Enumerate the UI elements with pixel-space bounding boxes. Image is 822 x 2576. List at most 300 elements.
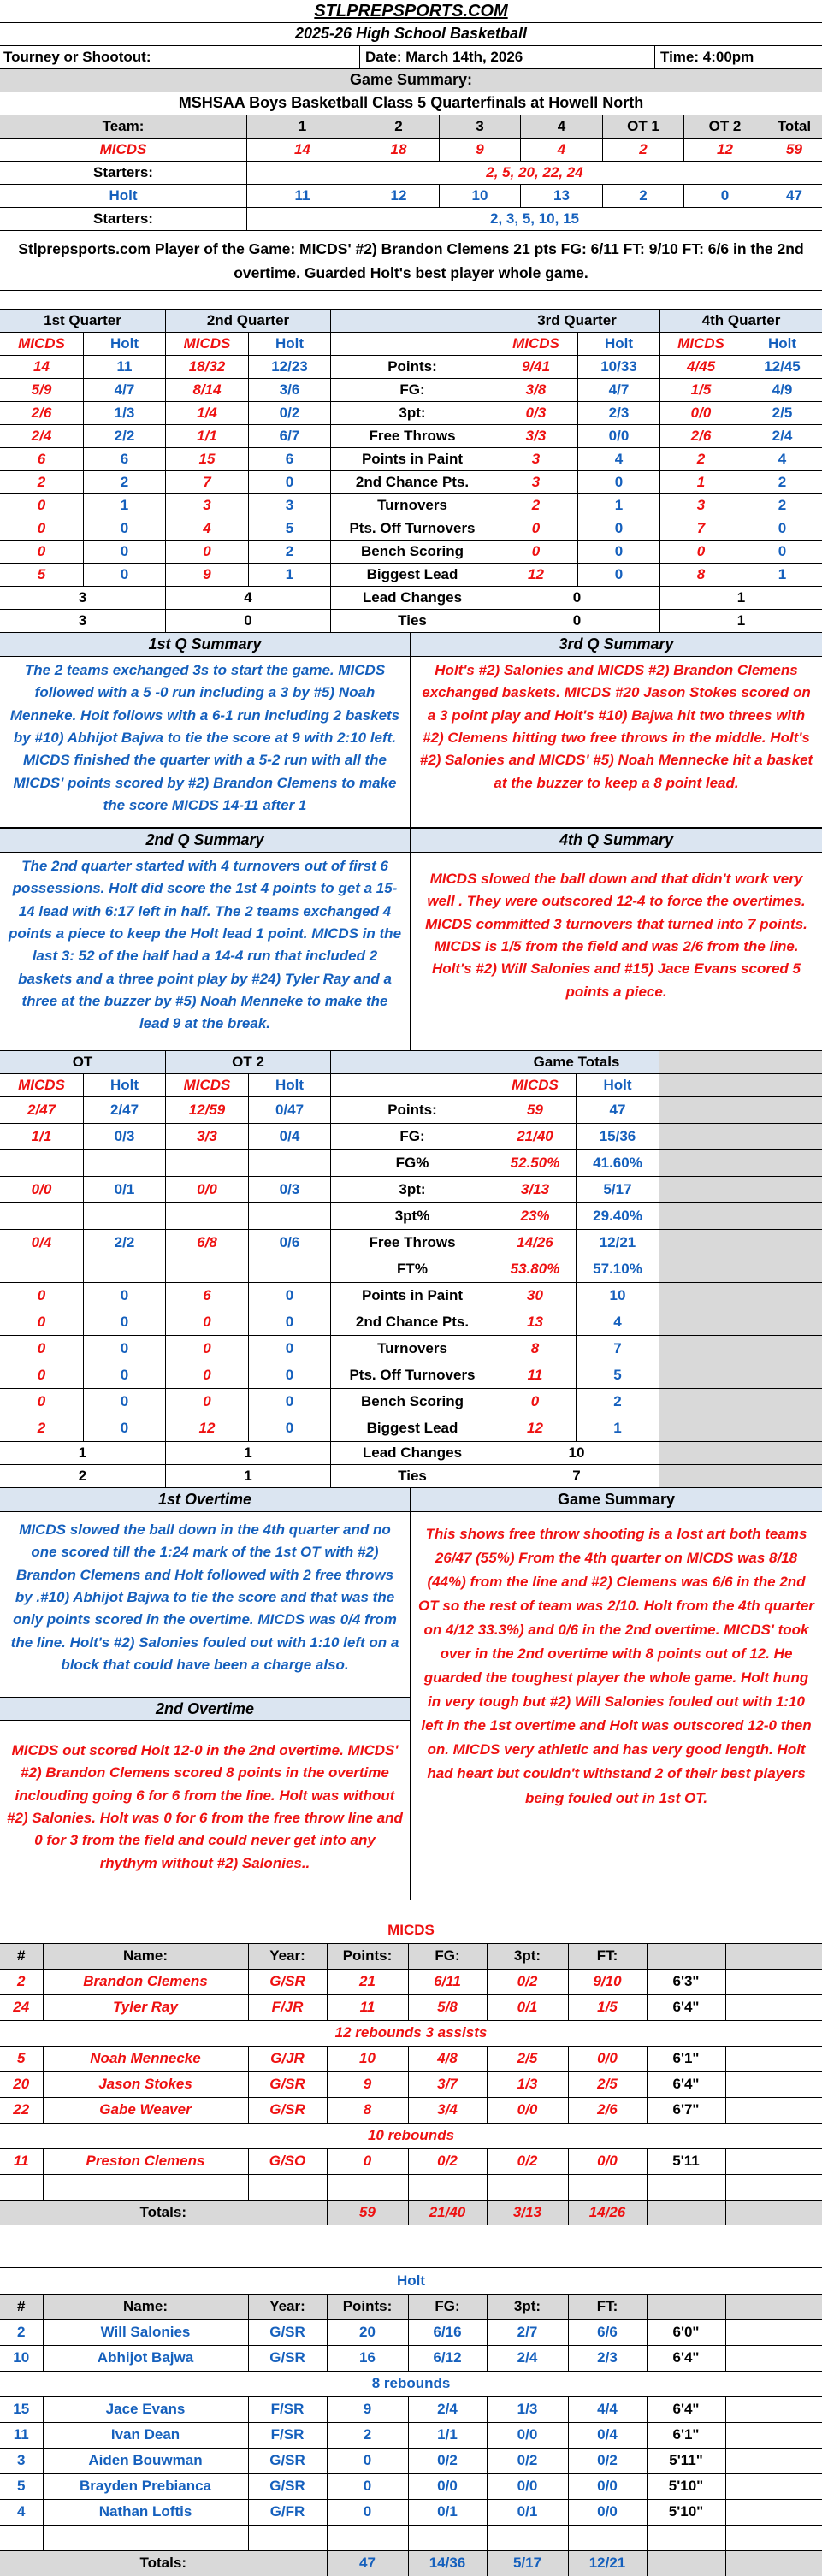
- stat-value: 0/3: [248, 1177, 330, 1202]
- total-value: 1: [576, 1415, 659, 1441]
- spacer: [0, 1900, 822, 1917]
- tourney-label: Tourney or Shootout:: [3, 48, 151, 65]
- stat-label: Points in Paint: [330, 448, 494, 470]
- stat-label: Ties: [330, 610, 494, 632]
- team-header: Holt: [577, 333, 659, 355]
- ot1-ties: 2: [78, 1467, 87, 1484]
- totals-label: Totals:: [0, 2200, 327, 2225]
- table-row: [0, 564, 822, 587]
- player-cell: G/SR: [248, 2473, 327, 2499]
- player-cell: 0: [327, 2473, 408, 2499]
- holt-score-cell: 10: [439, 185, 520, 207]
- column-header: 3pt:: [487, 2294, 568, 2319]
- table-row: [0, 1203, 822, 1230]
- team-header: Holt: [83, 1074, 165, 1096]
- total-ties: 7: [494, 1465, 659, 1487]
- blank-cell: [487, 2174, 568, 2200]
- stat-value: 1/1: [165, 425, 248, 447]
- stat-value: [165, 1150, 248, 1176]
- overtime-stats-table: [0, 1051, 822, 1488]
- info-row: [0, 46, 822, 69]
- player-cell: 5: [0, 2473, 43, 2499]
- q1-header: 1st Quarter: [44, 311, 121, 328]
- player-row: [0, 2396, 822, 2422]
- table-row: [0, 541, 822, 564]
- player-cell: Brandon Clemens: [43, 1969, 248, 1994]
- stat-value: 0: [83, 541, 165, 563]
- stat-value: 3: [659, 494, 742, 517]
- column-header: Points:: [327, 2294, 408, 2319]
- stat-value: 9/41: [494, 356, 577, 378]
- spacer-cell: [659, 1051, 822, 1073]
- player-row: [0, 2499, 822, 2525]
- stat-value: 0: [165, 1309, 248, 1335]
- stat-value: 8/14: [165, 379, 248, 401]
- stat-value: 4: [742, 448, 822, 470]
- totals-header: Game Totals: [494, 1051, 659, 1073]
- stat-value: 0: [165, 1389, 248, 1415]
- blank-cell: [327, 2525, 408, 2550]
- player-cell: 0/2: [487, 1969, 568, 1994]
- player-cell: G/SR: [248, 1969, 327, 1994]
- micds-score-cell: 4: [520, 139, 602, 161]
- player-cell: Tyler Ray: [43, 1994, 248, 2020]
- stat-label: Free Throws: [330, 425, 494, 447]
- stat-value: 2/47: [83, 1097, 165, 1123]
- player-row: [0, 1994, 822, 2020]
- stat-value: 6/8: [165, 1230, 248, 1256]
- player-cell: G/SR: [248, 2345, 327, 2371]
- player-cell: 11: [0, 2148, 43, 2174]
- q3-summary: [411, 633, 822, 828]
- team-header: Holt: [576, 1074, 659, 1096]
- holt_box-team-title: Holt: [397, 2272, 426, 2289]
- table-row: [0, 402, 822, 425]
- stat-value: 0: [494, 517, 577, 540]
- stat-value: 2/5: [742, 402, 822, 424]
- stat-label: Pts. Off Turnovers: [330, 1362, 494, 1388]
- player-cell: 0/0: [487, 2097, 568, 2123]
- spacer-cell: [659, 1283, 822, 1309]
- player-cell: 2: [327, 2422, 408, 2448]
- stat-value: 0/47: [248, 1097, 330, 1123]
- team-header: MICDS: [494, 1074, 576, 1096]
- player-cell: 0/4: [568, 2422, 647, 2448]
- stat-value: 2: [659, 448, 742, 470]
- table-row: [0, 587, 822, 610]
- spacer-cell: [330, 333, 494, 355]
- stat-value: 5: [37, 565, 46, 582]
- stat-label: Bench Scoring: [330, 541, 494, 563]
- ot-summaries-left: [0, 1488, 411, 1900]
- column-header: #: [0, 1943, 43, 1969]
- blank-cell: [725, 1969, 822, 1994]
- player-cell: 4/8: [408, 2046, 487, 2071]
- stat-value: 3/3: [494, 425, 577, 447]
- team-header: MICDS: [18, 334, 65, 352]
- ot2-lead_changes: 1: [165, 1442, 330, 1464]
- player-cell: 15: [0, 2396, 43, 2422]
- player-cell: 0/1: [487, 1994, 568, 2020]
- player-cell: 1/5: [568, 1994, 647, 2020]
- stat-value: 0/2: [248, 402, 330, 424]
- ot1-lead_changes: 1: [78, 1444, 87, 1461]
- stat-value: 0: [248, 1283, 330, 1309]
- stat-label: FG:: [330, 379, 494, 401]
- stat-value: 0: [37, 519, 46, 536]
- stat-label: Lead Changes: [330, 1442, 494, 1464]
- player-cell: 3/7: [408, 2071, 487, 2097]
- stat-value: 4/45: [659, 356, 742, 378]
- note-row: 12 rebounds 3 assists: [0, 2020, 822, 2046]
- stat-value: 3/3: [165, 1124, 248, 1149]
- column-header: FG:: [408, 1943, 487, 1969]
- q2-summary-text: The 2nd quarter started with 4 turnovers out of first 6 possessions. Holt did score the 1st 4 points to get a 15-14 lead with 6:17 left in half. The 2 teams exchanged 4 points a piece to keep the Holt lead 1 point. MICDS in the last 3: 52 of the half had a 14-4 run that included 2 baskets and a three point play by #24) Tyler Ray and a three at the buzzer by #5) Noah Menneke to make the lead 9 at the break.: [8, 858, 402, 1032]
- table-row: [0, 379, 822, 402]
- stat-label: Turnovers: [330, 1336, 494, 1362]
- holt-starters: 2, 3, 5, 10, 15: [246, 208, 822, 230]
- stat-value: 3/6: [248, 379, 330, 401]
- stat-value: 0: [83, 1389, 165, 1415]
- q1-summary: [0, 633, 411, 828]
- game-summary-header: [0, 69, 822, 92]
- spacer-cell: [659, 1097, 822, 1123]
- player-row: [0, 2097, 822, 2123]
- player-cell: Nathan Loftis: [43, 2499, 248, 2525]
- spacer-cell: [659, 1177, 822, 1202]
- stat-value: 0: [37, 1366, 46, 1383]
- micds-score-cell: 12: [683, 139, 766, 161]
- total-cell: 59: [327, 2200, 408, 2225]
- stat-value: 0: [577, 517, 659, 540]
- q4-header: 4th Quarter: [659, 310, 822, 332]
- table-row: [0, 448, 822, 471]
- game-name-row: [0, 92, 822, 115]
- stat-value: 0: [37, 542, 46, 559]
- totals-label: Totals:: [0, 2550, 327, 2576]
- stat-value: 4: [165, 517, 248, 540]
- stat-label: 3pt:: [330, 402, 494, 424]
- player-cell: 6'4": [647, 2345, 725, 2371]
- stat-value: 11: [83, 356, 165, 378]
- stat-label: FG%: [330, 1150, 494, 1176]
- column-header: 3pt:: [487, 1943, 568, 1969]
- team-header: MICDS: [165, 1074, 248, 1096]
- player-cell: Jason Stokes: [43, 2071, 248, 2097]
- total-value: 41.60%: [576, 1150, 659, 1176]
- q4-ties: 1: [659, 610, 822, 632]
- stat-label: Pts. Off Turnovers: [330, 517, 494, 540]
- player-cell: 6'7": [647, 2097, 725, 2123]
- stat-value: 4/9: [742, 379, 822, 401]
- stat-value: 0: [83, 1309, 165, 1335]
- table-row: [0, 1150, 822, 1177]
- player-cell: 0/0: [568, 2473, 647, 2499]
- stat-value: 0: [37, 1313, 46, 1330]
- spacer-cell: [659, 1203, 822, 1229]
- holt-score-cell: 0: [683, 185, 766, 207]
- team-header: MICDS: [659, 333, 742, 355]
- q2-ties: 0: [165, 610, 330, 632]
- stat-value: 0: [248, 1415, 330, 1441]
- stat-value: [248, 1203, 330, 1229]
- spacer-cell: [659, 1442, 822, 1464]
- column-header: Name:: [43, 2294, 248, 2319]
- player-cell: F/SR: [248, 2422, 327, 2448]
- player-cell: Brayden Prebianca: [43, 2473, 248, 2499]
- column-header: Name:: [43, 1943, 248, 1969]
- player-row: [0, 2046, 822, 2071]
- quarter-summaries-bottom: [0, 829, 822, 1051]
- player-row: [0, 1969, 822, 1994]
- player-row: [0, 2148, 822, 2174]
- blank-cell: [0, 2174, 43, 2200]
- player-cell: 1/3: [487, 2071, 568, 2097]
- column-header: FT:: [568, 2294, 647, 2319]
- player-cell: 0: [327, 2499, 408, 2525]
- blank-cell: [725, 2345, 822, 2371]
- header-cell: 1: [246, 115, 358, 138]
- total-value: 10: [576, 1283, 659, 1309]
- player-cell: G/JR: [248, 2046, 327, 2071]
- header-cell: 2: [358, 115, 439, 138]
- stat-value: [248, 1150, 330, 1176]
- stat-value: 6: [248, 448, 330, 470]
- micds-score-cell: 14: [246, 139, 358, 161]
- stat-value: 4: [577, 448, 659, 470]
- stat-value: 0: [83, 517, 165, 540]
- stat-value: 7: [165, 471, 248, 493]
- player-cell: 0/1: [487, 2499, 568, 2525]
- blank-cell: [725, 2071, 822, 2097]
- player-cell: 9: [327, 2396, 408, 2422]
- player-cell: 6'4": [647, 1994, 725, 2020]
- player-cell: 22: [0, 2097, 43, 2123]
- stat-value: 1: [577, 494, 659, 517]
- column-header: [647, 2294, 725, 2319]
- player-cell: 5'11: [647, 2148, 725, 2174]
- holt-box-score: [0, 2268, 822, 2576]
- player-row: [0, 2422, 822, 2448]
- stat-value: 2/4: [31, 427, 52, 444]
- micds-score-cell: MICDS: [99, 140, 147, 157]
- ot1-summary-text: MICDS slowed the ball down in the 4th quarter and no one scored till the 1:24 mark of the 1st OT with #2) Brandon Clemens and Holt followed with 2 free throws by .#10) Abhijot Bajwa to tie the score and that was the only points scored in the overtime. MICDS was 0/4 from the line. Holt's #2) Salonies fouled out with 1:10 left on a block that could have been a charge also.: [10, 1521, 399, 1674]
- blank-cell: [725, 2174, 822, 2200]
- final-summary-text: This shows free throw shooting is a lost art both teams 26/47 (55%) From the 4th quarter on MICDS was 8/18 (44%) from the line and #2) Clemens was 6/6 in the 2nd OT so the rest of team was 2/10. Holt from the 4th quarter on 4/12 33.3%) and 0/6 in the 2nd overtime. MICDS' took over in the 2nd overtime with 8 points out of 12. He guarded the toughest player the whole game. Holt hung in very tough but #2) Will Salonies fouled out with 1:10 left in the 1st overtime and Holt was outscored 12-0 then on. MICDS very athletic and has very good length. Holt had heart but couldn't withstand 2 of their best players being fouled out in 1st OT.: [418, 1526, 814, 1806]
- player-cell: Aiden Bouwman: [43, 2448, 248, 2473]
- table-row: [0, 1362, 822, 1389]
- spacer: [0, 2225, 822, 2268]
- table-row: [0, 1074, 822, 1097]
- ot2-summary-text: MICDS out scored Holt 12-0 in the 2nd overtime. MICDS' #2) Brandon Clemens scored 8 points in the overtime inclouding going 6 for 6 from the line. Holt was without #2) Salonies. Holt was 0 for 6 from the free throw line and 0 for 3 from the field and could never get into any rhythym without #2) Salonies..: [7, 1742, 403, 1871]
- player-row: [0, 2071, 822, 2097]
- blank-cell: [487, 2525, 568, 2550]
- stat-value: 2/4: [742, 425, 822, 447]
- stat-label: Lead Changes: [330, 587, 494, 609]
- spacer-cell: [659, 1230, 822, 1256]
- holt-score-cell: 11: [246, 185, 358, 207]
- micds-score-cell: 59: [766, 139, 822, 161]
- player-cell: 0: [327, 2148, 408, 2174]
- table-row: [0, 1283, 822, 1309]
- stat-value: 0: [577, 564, 659, 586]
- stat-value: 6/7: [248, 425, 330, 447]
- q2-lead_changes: 4: [165, 587, 330, 609]
- q4-summary: [411, 829, 822, 1050]
- micds_box-team-title: MICDS: [387, 1921, 435, 1938]
- total-value: 12/21: [576, 1230, 659, 1256]
- player-row: [0, 2473, 822, 2499]
- spacer-cell: [659, 1389, 822, 1415]
- q2-header: 2nd Quarter: [165, 310, 330, 332]
- stat-value: 0/1: [83, 1177, 165, 1202]
- stat-label: FG:: [330, 1124, 494, 1149]
- player-cell: 3: [0, 2448, 43, 2473]
- player-cell: 2: [0, 1969, 43, 1994]
- table-row: [0, 333, 822, 356]
- note-row: 10 rebounds: [0, 2123, 822, 2148]
- total-cell: 3/13: [487, 2200, 568, 2225]
- final-game-summary: [411, 1488, 822, 1900]
- q2-summary-title: 2nd Q Summary: [0, 829, 410, 853]
- player-cell: 5/8: [408, 1994, 487, 2020]
- table-row: [0, 162, 822, 185]
- player-of-game-text: Stlprepsports.com Player of the Game: MICDS' #2) Brandon Clemens 21 pts FG: 6/11 FT: 9/10 FT: 6/6 in the 2nd overtime. Guarded Holt's best player whole game.: [18, 239, 804, 281]
- player-cell: Noah Mennecke: [43, 2046, 248, 2071]
- player-cell: 6/12: [408, 2345, 487, 2371]
- total-cell: 21/40: [408, 2200, 487, 2225]
- stat-value: 6: [37, 450, 46, 467]
- stat-label: Turnovers: [330, 494, 494, 517]
- table-row: [0, 1389, 822, 1415]
- stat-value: 0: [248, 1336, 330, 1362]
- total-value: 53.80%: [494, 1256, 576, 1282]
- player-cell: 0/1: [408, 2499, 487, 2525]
- column-header: Year:: [248, 2294, 327, 2319]
- spacer-cell: [659, 1124, 822, 1149]
- stat-value: 0: [165, 1336, 248, 1362]
- table-row: [0, 310, 822, 333]
- spacer-cell: [659, 1465, 822, 1487]
- total-value: 23%: [494, 1203, 576, 1229]
- total-cell: 5/17: [487, 2550, 568, 2576]
- player-cell: 0/2: [408, 2448, 487, 2473]
- player-cell: 6'4": [647, 2396, 725, 2422]
- header-cell: OT 2: [683, 115, 766, 138]
- blank-cell: [725, 2499, 822, 2525]
- total-value: 12: [494, 1415, 576, 1441]
- player-cell: 21: [327, 1969, 408, 1994]
- stat-value: 2/47: [27, 1101, 56, 1118]
- q1-summary-text: The 2 teams exchanged 3s to start the game. MICDS followed with a 5 -0 run including a 3 by #5) Noah Menneke. Holt follows with a 6-1 run including 2 baskets by #10) Abhijot Bajwa to tie the score at 9 with 2:10 left. MICDS finished the quarter with a 5-2 run with all the MICDS' points scored by #2) Brandon Clemens to make the score MICDS 14-11 after 1: [9, 662, 400, 814]
- q3-lead_changes: 0: [494, 587, 659, 609]
- stat-label: Biggest Lead: [330, 1415, 494, 1441]
- stat-label: Biggest Lead: [330, 564, 494, 586]
- stat-value: 0: [577, 471, 659, 493]
- player-cell: 6'3": [647, 1969, 725, 1994]
- header-cell: 3: [439, 115, 520, 138]
- player-cell: 11: [0, 2422, 43, 2448]
- stat-value: 3: [248, 494, 330, 517]
- column-header: #: [0, 2294, 43, 2319]
- stat-value: 2: [37, 473, 46, 490]
- blank-cell: [725, 2200, 822, 2225]
- player-cell: 0/2: [568, 2448, 647, 2473]
- stat-value: 0/0: [165, 1177, 248, 1202]
- stat-value: 1/4: [165, 402, 248, 424]
- player-cell: 24: [0, 1994, 43, 2020]
- player-cell: 5: [0, 2046, 43, 2071]
- table-row: [0, 1051, 822, 1074]
- player-cell: G/SR: [248, 2071, 327, 2097]
- quarter-stats-table: [0, 310, 822, 633]
- blank-cell: [647, 2200, 725, 2225]
- blank-cell: [725, 2525, 822, 2550]
- stat-label: 2nd Chance Pts.: [330, 471, 494, 493]
- stat-value: 18/32: [165, 356, 248, 378]
- player-cell: 2/4: [487, 2345, 568, 2371]
- game-name: MSHSAA Boys Basketball Class 5 Quarterfinals at Howell North: [178, 94, 644, 112]
- header-cell: Team:: [102, 117, 145, 134]
- stat-value: 0: [37, 496, 46, 513]
- player-cell: 0/2: [408, 2148, 487, 2174]
- blank-cell: [725, 2319, 822, 2345]
- stat-value: 2: [742, 471, 822, 493]
- stat-value: 1/1: [31, 1127, 52, 1144]
- player-cell: 0/2: [487, 2148, 568, 2174]
- stat-value: 4/7: [577, 379, 659, 401]
- stat-value: 0: [742, 541, 822, 563]
- game-summary-label: Game Summary:: [349, 71, 473, 89]
- micds-box-score: [0, 1917, 822, 2225]
- table-row: [0, 356, 822, 379]
- stat-value: 4/7: [83, 379, 165, 401]
- stat-value: 0: [248, 1389, 330, 1415]
- season-row: [0, 23, 822, 46]
- stat-value: 0/0: [31, 1180, 52, 1197]
- player-cell: 4/4: [568, 2396, 647, 2422]
- stat-label: Ties: [330, 1465, 494, 1487]
- player-cell: 2/3: [568, 2345, 647, 2371]
- starters-label: Starters:: [93, 210, 153, 227]
- table-row: [0, 1465, 822, 1488]
- spacer-cell: [659, 1362, 822, 1388]
- blank-cell: [725, 2097, 822, 2123]
- scoreboard: [0, 115, 822, 231]
- stat-value: 0: [742, 517, 822, 540]
- player-cell: 0/0: [487, 2473, 568, 2499]
- player-cell: 0/0: [408, 2473, 487, 2499]
- player-cell: 6'4": [647, 2071, 725, 2097]
- player-cell: 2/4: [408, 2396, 487, 2422]
- player-cell: 20: [0, 2071, 43, 2097]
- table-row: [0, 425, 822, 448]
- player-cell: 0/0: [487, 2422, 568, 2448]
- table-row: [0, 1442, 822, 1465]
- q1-ties: 3: [78, 612, 87, 629]
- total-value: 0: [494, 1389, 576, 1415]
- stat-value: 6: [165, 1283, 248, 1309]
- blank-cell: [408, 2525, 487, 2550]
- total-cell: 12/21: [568, 2550, 647, 2576]
- stat-value: 0/6: [248, 1230, 330, 1256]
- table-row: [0, 1415, 822, 1442]
- player-cell: 1/3: [487, 2396, 568, 2422]
- stat-value: 12: [494, 564, 577, 586]
- player-cell: 0/0: [568, 2046, 647, 2071]
- stat-value: 2: [248, 541, 330, 563]
- table-row: [0, 1309, 822, 1336]
